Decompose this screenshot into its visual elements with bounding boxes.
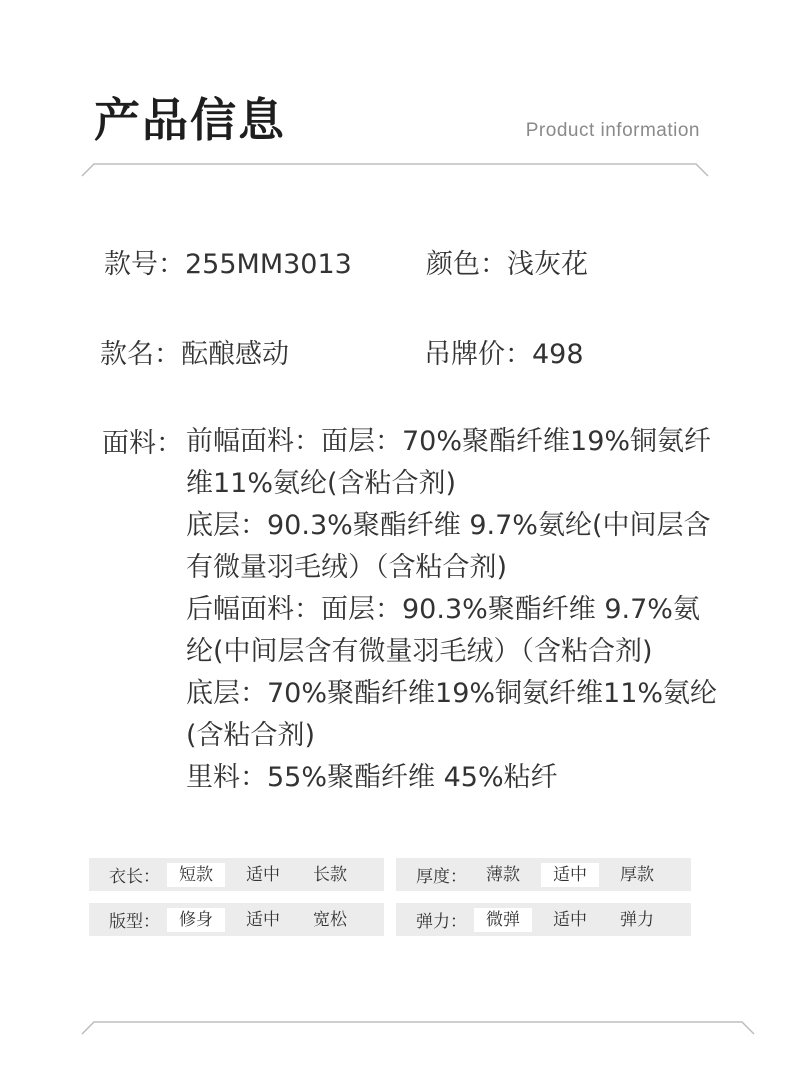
fabric-line: 纶(中间层含有微量羽毛绒）（含粘合剂) (186, 636, 653, 667)
length-label: 衣长： (109, 867, 160, 887)
fabric-line: (含粘合剂) (186, 720, 316, 751)
style-name-label: 款名： (100, 339, 181, 370)
fabric-line: 维11%氨纶(含粘合剂) (186, 468, 457, 499)
length-option-short: 短款 (167, 863, 225, 887)
price-label: 吊牌价： (424, 339, 532, 370)
color-row (426, 242, 588, 281)
style-number-value: 255MM3013 (185, 249, 352, 280)
style-number-row (104, 242, 352, 281)
fabric-line: 后幅面料：面层：90.3%聚酯纤维 9.7%氨 (186, 594, 700, 625)
thickness-attribute-bar (396, 858, 691, 891)
elasticity-attribute-bar (396, 903, 691, 936)
style-name-row (100, 332, 289, 371)
thickness-option-thick: 厚款 (620, 864, 654, 885)
color-label: 颜色： (426, 249, 507, 280)
length-option-long: 长款 (313, 864, 347, 885)
fabric-label: 面料： (102, 428, 183, 459)
elasticity-option-stretch: 弹力 (620, 909, 654, 930)
fabric-line: 底层：90.3%聚酯纤维 9.7%氨纶(中间层含 (186, 510, 711, 541)
bottom-divider (0, 1018, 790, 1038)
length-option-medium: 适中 (246, 864, 280, 885)
thickness-option-medium: 适中 (541, 863, 599, 887)
price-value: 498 (532, 339, 584, 370)
page-title: 产品信息 (94, 93, 286, 147)
elasticity-option-slight: 微弹 (474, 908, 532, 932)
fit-label: 版型： (109, 912, 160, 932)
fit-option-regular: 适中 (246, 909, 280, 930)
elasticity-label: 弹力： (416, 912, 467, 932)
style-name-value: 酝酿感动 (181, 339, 289, 370)
fit-option-loose: 宽松 (313, 909, 347, 930)
style-number-label: 款号： (104, 249, 185, 280)
fit-option-slim: 修身 (167, 908, 225, 932)
color-value: 浅灰花 (507, 249, 588, 280)
elasticity-option-medium: 适中 (553, 909, 587, 930)
fabric-description (186, 421, 716, 799)
thickness-label: 厚度： (416, 867, 467, 887)
page-subtitle: Product information (525, 120, 700, 141)
fabric-line: 底层：70%聚酯纤维19%铜氨纤维11%氨纶 (186, 678, 718, 709)
price-row (424, 332, 584, 371)
length-attribute-bar (89, 858, 384, 891)
top-divider (0, 160, 790, 180)
fabric-line: 里料：55%聚酯纤维 45%粘纤 (186, 762, 558, 793)
fabric-line: 前幅面料：面层：70%聚酯纤维19%铜氨纤 (186, 426, 712, 457)
fit-attribute-bar (89, 903, 384, 936)
thickness-option-thin: 薄款 (486, 864, 520, 885)
fabric-line: 有微量羽毛绒）（含粘合剂) (186, 552, 508, 583)
